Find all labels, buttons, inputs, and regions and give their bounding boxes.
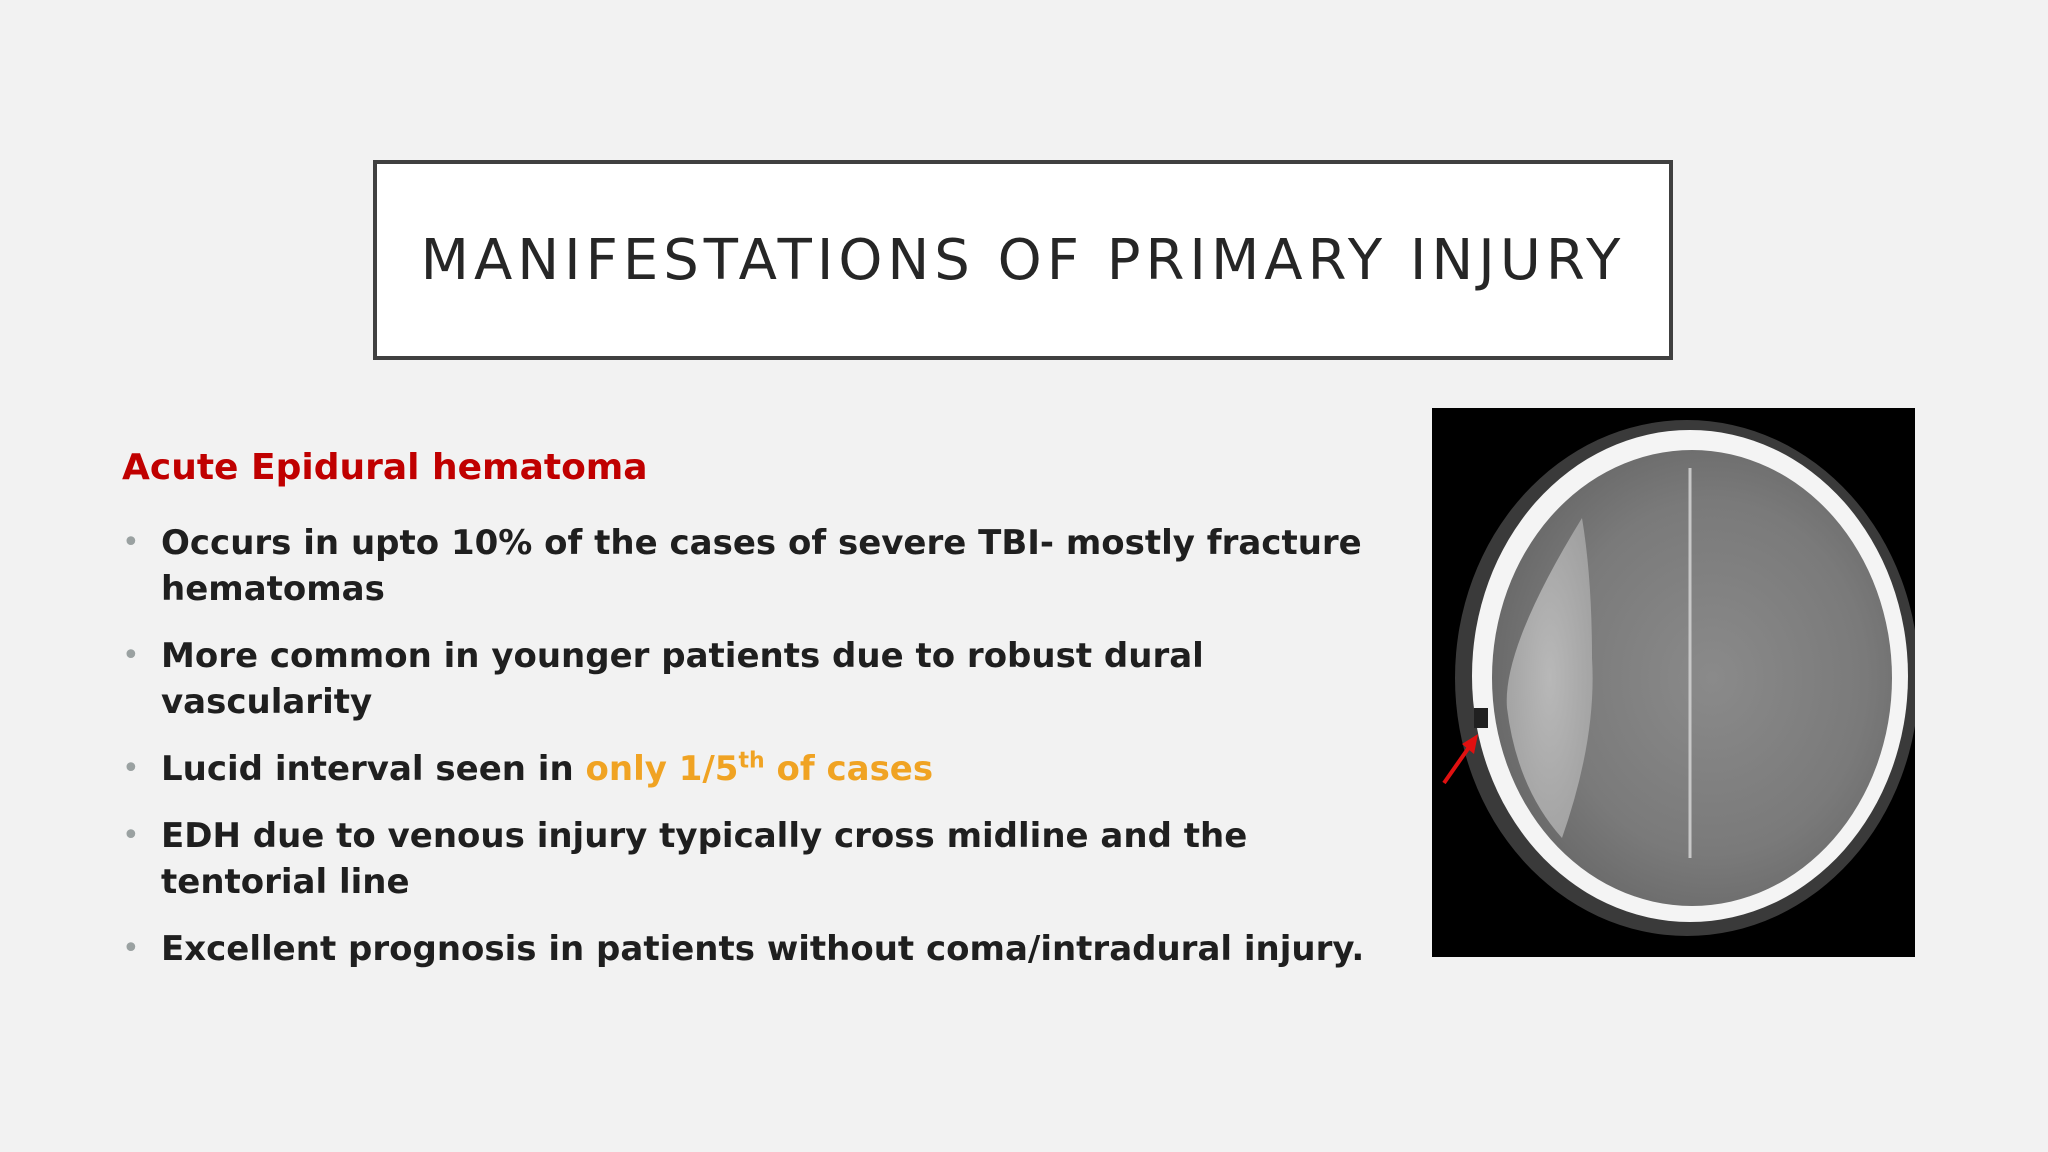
subheading: Acute Epidural hematoma (122, 447, 648, 488)
slide-content (122, 440, 1392, 993)
bullet-text: EDH due to venous injury typically cross midline and the tentorial line (161, 816, 1248, 902)
highlight-fraction: only 1/5 (585, 749, 739, 789)
bullet-icon: • (122, 751, 140, 786)
bullet-text: More common in younger patients due to robust dural vascularity (161, 636, 1204, 722)
title-box (373, 160, 1673, 360)
bullet-text: Occurs in upto 10% of the cases of severe TBI- mostly fracture hematomas (161, 523, 1362, 609)
highlight-suffix: of cases (764, 749, 934, 789)
bullet-icon: • (122, 638, 140, 673)
superscript: th (738, 748, 765, 774)
bullet-item (122, 926, 1392, 972)
fracture (1474, 708, 1488, 728)
bullet-icon: • (122, 818, 140, 853)
bullet-item (122, 813, 1392, 905)
highlight-text (586, 749, 934, 789)
bullet-list (122, 520, 1392, 972)
bullet-item (122, 746, 1392, 792)
ct-scan-brain-image (1432, 408, 1915, 957)
bullet-item (122, 633, 1392, 725)
bullet-text: Lucid interval seen in (161, 749, 586, 789)
bullet-item (122, 520, 1392, 612)
slide-title: MANIFESTATIONS OF PRIMARY INJURY (420, 227, 1626, 293)
bullet-text: Excellent prognosis in patients without coma/intradural injury. (161, 929, 1365, 969)
bullet-icon: • (122, 525, 140, 560)
bullet-icon: • (122, 931, 140, 966)
ct-scan-graphic (1432, 408, 1915, 957)
